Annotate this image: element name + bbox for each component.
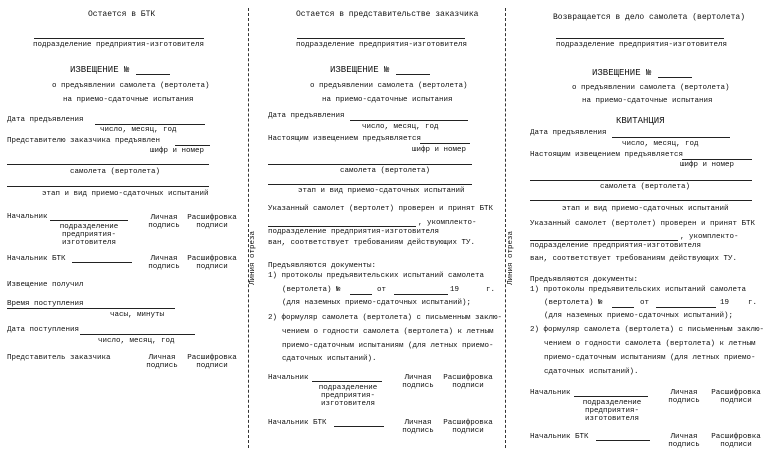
col2-chief-sign2: подпись xyxy=(402,382,434,390)
col3-chief-sub2: предприятия- xyxy=(584,407,639,415)
col1-btk-decode: Расшифровка xyxy=(187,255,237,263)
col1-customer-rep: Представитель заказчика xyxy=(7,354,111,362)
col3-d1d: 19 xyxy=(720,299,730,307)
col1-chief-decode2: подписи xyxy=(196,222,228,230)
col2-date-label: Дата предъявления xyxy=(268,112,345,120)
col2-stage-hint: этап и вид приемо-сдаточных испытаний xyxy=(298,187,465,195)
col1-stage-hint: этап и вид приемо-сдаточных испытаний xyxy=(42,190,209,198)
col1-notice-title: ИЗВЕЩЕНИЕ № xyxy=(70,65,130,75)
col2-date-hint: число, месяц, год xyxy=(362,123,439,131)
col2-plane-hint: самолета (вертолета) xyxy=(340,167,431,175)
col2-d2c: приемо-сдаточным испытаниям (для летных приемо- xyxy=(282,342,494,350)
col3-complete: , укомплекто- xyxy=(680,233,739,241)
col3-d1c: от xyxy=(640,299,650,307)
col3-checked: Указанный самолет (вертолет) проверен и принят БТК xyxy=(530,220,756,228)
col2-d1e: г. xyxy=(486,286,496,294)
col1-btk-sign2: подпись xyxy=(148,263,180,271)
col2-d2a: 2) формуляр самолета (вертолета) с письменным заклю- xyxy=(268,314,503,322)
col3-dept2-hint: подразделение предприятия-изготовителя xyxy=(530,242,702,250)
col1-about1: о предъявлении самолета (вертолета) xyxy=(52,82,210,90)
col3-receipt-title: КВИТАНЦИЯ xyxy=(616,116,665,126)
col1-btk-decode2: подписи xyxy=(196,263,228,271)
col3-d2d: сдаточных испытаний). xyxy=(544,368,639,376)
col2-d1-number-line[interactable] xyxy=(350,294,372,295)
col1-chief-sign2: подпись xyxy=(148,222,180,230)
col1-rep-line[interactable] xyxy=(175,145,210,146)
col1-chief-line[interactable] xyxy=(50,220,128,221)
col3-date-hint: число, месяц, год xyxy=(622,140,699,148)
col3-chief-sign: Личная xyxy=(670,389,698,397)
col2-chief-sub3: изготовителя xyxy=(320,400,375,408)
col3-about1: о предъявлении самолета (вертолета) xyxy=(572,84,730,92)
col2-about2: на приемо-сдаточные испытания xyxy=(322,96,453,104)
col2-btk-decode2: подписи xyxy=(452,427,484,435)
col3-notice-title: ИЗВЕЩЕНИЕ № xyxy=(592,68,652,78)
col3-btk-decode2: подписи xyxy=(720,441,752,449)
col3-plane-hint: самолета (вертолета) xyxy=(600,183,691,191)
col2-title: Остается в представительстве заказчика xyxy=(296,10,479,19)
col2-d1d: 19 xyxy=(450,286,460,294)
col3-date-label: Дата предъявления xyxy=(530,129,607,137)
col3-about2: на приемо-сдаточные испытания xyxy=(582,97,713,105)
col3-d1b: (вертолета) № xyxy=(544,299,603,307)
col1-date-label: Дата предъявления xyxy=(7,116,84,124)
col3-chief-sub1: подразделение xyxy=(582,399,642,407)
col3-dept2-line[interactable] xyxy=(530,240,678,241)
col3-notice-number-line[interactable] xyxy=(658,77,692,78)
col3-d1-date-line[interactable] xyxy=(656,307,716,308)
col3-present-label: Настоящим извещением предъявляется xyxy=(530,151,684,159)
col3-docs: Предъявляются документы: xyxy=(530,276,639,284)
col3-d2b: чением о годности самолета (вертолета) к летным xyxy=(544,340,756,348)
col3-dept-line[interactable] xyxy=(556,38,724,39)
col2-btk-line[interactable] xyxy=(334,426,384,427)
col1-chief-sub3: изготовителя xyxy=(61,239,116,247)
col2-d1-date-line[interactable] xyxy=(394,294,448,295)
col3-date-line[interactable] xyxy=(612,137,730,138)
col3-present-line[interactable] xyxy=(682,159,752,160)
col3-chief-decode2: подписи xyxy=(720,397,752,405)
cut-line-2 xyxy=(505,8,506,448)
col2-about1: о предъявлении самолета (вертолета) xyxy=(310,82,468,90)
col1-time-line[interactable] xyxy=(7,308,175,309)
col2-d1f: (для наземных приемо-сдаточных испытаний); xyxy=(282,299,472,307)
col2-stage-line[interactable] xyxy=(268,184,472,185)
col1-chief-sub1: подразделение xyxy=(59,223,119,231)
col2-cipher-hint: шифр и номер xyxy=(412,146,467,154)
col3-d1f: (для наземных приемо-сдаточных испытаний); xyxy=(544,312,734,320)
col1-plane-hint: самолета (вертолета) xyxy=(70,168,161,176)
col2-chief-line[interactable] xyxy=(312,381,382,382)
col1-arrival-label: Дата поступления xyxy=(7,326,80,334)
col2-notice-number-line[interactable] xyxy=(396,74,430,75)
col2-chief-decode: Расшифровка xyxy=(443,374,493,382)
col3-btk-line[interactable] xyxy=(596,440,650,441)
col1-about2: на приемо-сдаточные испытания xyxy=(63,96,194,104)
col2-d1c: от xyxy=(377,286,387,294)
col2-chief-decode2: подписи xyxy=(452,382,484,390)
col3-chief-sub3: изготовителя xyxy=(584,415,639,423)
col2-chief-sub1: подразделение xyxy=(318,384,378,392)
col2-btk-decode: Расшифровка xyxy=(443,419,493,427)
col2-d1b: (вертолета) № xyxy=(282,286,341,294)
col2-plane-line[interactable] xyxy=(268,164,472,165)
col2-dept-line[interactable] xyxy=(297,38,465,39)
col2-d2b: чением о годности самолета (вертолета) к летным xyxy=(282,328,494,336)
col1-btk-sign: Личная xyxy=(150,255,178,263)
col1-cipher-hint: шифр и номер xyxy=(150,147,205,155)
col2-checked: Указанный самолет (вертолет) проверен и принят БТК xyxy=(268,205,494,213)
col3-cipher-hint: шифр и номер xyxy=(680,161,735,169)
col1-chief-sign: Личная xyxy=(150,214,178,222)
col2-meets: ван, соответствует требованиям действующих ТУ. xyxy=(268,239,476,247)
col1-chief-decode: Расшифровка xyxy=(187,214,237,222)
col3-stage-line[interactable] xyxy=(530,200,752,201)
col2-dept2-line[interactable] xyxy=(268,226,416,227)
col1-btk-label: Начальник БТК xyxy=(7,255,66,263)
col3-stage-hint: этап и вид приемо-сдаточных испытаний xyxy=(562,205,729,213)
col3-chief-line[interactable] xyxy=(574,396,648,397)
col1-btk-line[interactable] xyxy=(72,262,132,263)
col3-btk-decode: Расшифровка xyxy=(711,433,761,441)
cut-line-1 xyxy=(248,8,249,448)
col1-dept-hint: подразделение предприятия-изготовителя xyxy=(33,41,205,49)
col2-present-label: Настоящим извещением предъявляется xyxy=(268,135,422,143)
col1-arrival-hint: число, месяц, год xyxy=(98,337,175,345)
col3-d1e: г. xyxy=(748,299,758,307)
col1-rep-decode2: подписи xyxy=(196,362,228,370)
col2-btk-sign2: подпись xyxy=(402,427,434,435)
col1-dept-line[interactable] xyxy=(34,38,204,39)
col1-rep-decode: Расшифровка xyxy=(187,354,237,362)
col2-d2d: сдаточных испытаний). xyxy=(282,355,377,363)
col1-chief-label: Начальник xyxy=(7,213,48,221)
col1-notice-number-line[interactable] xyxy=(136,74,170,75)
col3-btk-label: Начальник БТК xyxy=(530,433,589,441)
col1-title: Остается в БТК xyxy=(88,10,156,19)
col2-docs: Предъявляются документы: xyxy=(268,262,377,270)
col3-dept-hint: подразделение предприятия-изготовителя xyxy=(556,41,728,49)
col2-dept2-hint: подразделение предприятия-изготовителя xyxy=(268,228,440,236)
col2-dept-hint: подразделение предприятия-изготовителя xyxy=(296,41,468,49)
col3-plane-line[interactable] xyxy=(530,180,752,181)
col2-btk-label: Начальник БТК xyxy=(268,419,327,427)
col1-arrival-line[interactable] xyxy=(80,334,195,335)
cut-line-1-label: Линия отреза xyxy=(249,230,257,285)
col1-received: Извещение получил xyxy=(7,281,84,289)
col1-rep-sign: Личная xyxy=(148,354,176,362)
col2-present-line[interactable] xyxy=(420,143,470,144)
col1-stage-line[interactable] xyxy=(7,186,209,187)
col2-notice-title: ИЗВЕЩЕНИЕ № xyxy=(330,65,390,75)
col2-btk-sign: Личная xyxy=(404,419,432,427)
col3-d1-number-line[interactable] xyxy=(612,307,634,308)
col2-chief-label: Начальник xyxy=(268,374,309,382)
col2-d1a: 1) протоколы предъявительских испытаний самолета xyxy=(268,272,485,280)
col1-time-hint: часы, минуты xyxy=(110,311,165,319)
col2-chief-sub2: предприятия- xyxy=(320,392,375,400)
col1-rep-label: Представителю заказчика предъявлен xyxy=(7,137,161,145)
col3-title: Возвращается в дело самолета (вертолета) xyxy=(553,13,746,22)
col3-chief-decode: Расшифровка xyxy=(711,389,761,397)
col3-chief-label: Начальник xyxy=(530,389,571,397)
col1-chief-sub2: предприятия- xyxy=(61,231,116,239)
col2-chief-sign: Личная xyxy=(404,374,432,382)
col3-meets: ван, соответствует требованиям действующих ТУ. xyxy=(530,255,738,263)
cut-line-2-label: Линия отреза xyxy=(507,230,515,285)
col1-rep-sign2: подпись xyxy=(146,362,178,370)
col2-date-line[interactable] xyxy=(350,120,468,121)
col1-date-line[interactable] xyxy=(95,124,205,125)
col3-d2c: приемо-сдаточным испытаниям (для летных приемо- xyxy=(544,354,756,362)
col1-plane-line[interactable] xyxy=(7,164,209,165)
col1-time-label: Время поступления xyxy=(7,300,84,308)
col2-complete: , укомплекто- xyxy=(418,219,477,227)
col3-btk-sign2: подпись xyxy=(668,441,700,449)
col3-d2a: 2) формуляр самолета (вертолета) с письменным заклю- xyxy=(530,326,765,334)
col3-d1a: 1) протоколы предъявительских испытаний самолета xyxy=(530,286,747,294)
col3-chief-sign2: подпись xyxy=(668,397,700,405)
col3-btk-sign: Личная xyxy=(670,433,698,441)
col1-date-hint: число, месяц, год xyxy=(100,126,177,134)
